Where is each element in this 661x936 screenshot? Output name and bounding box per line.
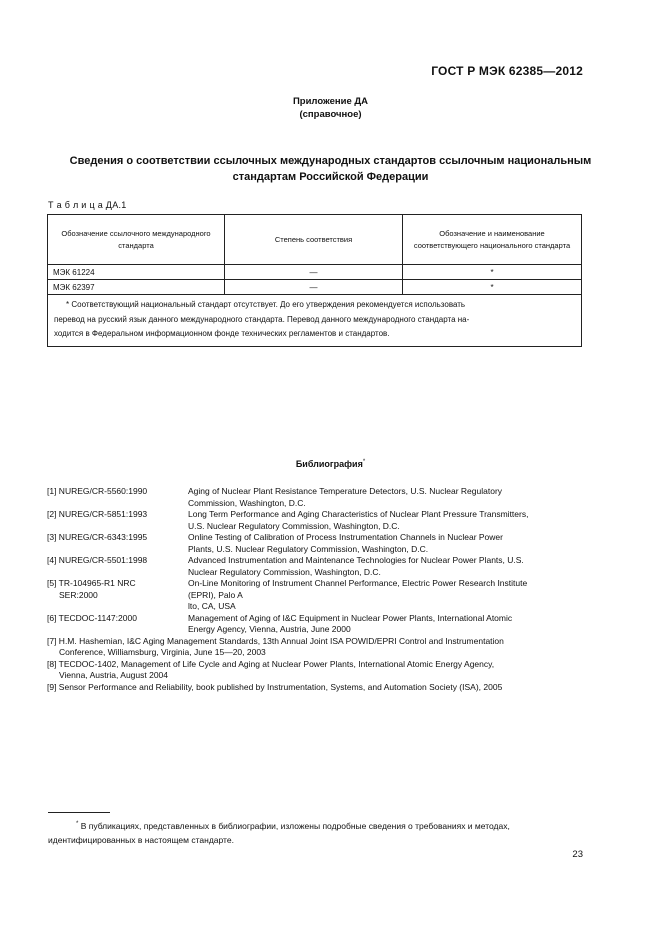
bibliography-entry	[47, 578, 583, 613]
bibliography-text-line: Conference, Williamsburg, Virginia, June 15—20, 2003	[59, 647, 266, 657]
bibliography-text-line: Management of Aging of I&C Equipment in Nuclear Power Plants, International Atomic	[188, 612, 513, 623]
bibliography-key	[47, 578, 188, 613]
table-cell: МЭК 62397	[48, 280, 225, 295]
bibliography-text-line: Aging of Nuclear Plant Resistance Temperature Detectors, U.S. Nuclear Regulatory	[188, 486, 503, 496]
main-title	[40, 153, 621, 185]
document-code: ГОСТ Р МЭК 62385—2012	[431, 64, 583, 78]
table-cell: *	[403, 280, 582, 295]
table-note-line: перевод на русский язык данного международного стандарта. Перевод данного международного стандарта на-	[54, 314, 470, 324]
table-header-cell: Степень соответствия	[225, 215, 403, 265]
table-cell: МЭК 61224	[48, 265, 225, 280]
table-note-row	[48, 295, 582, 347]
bibliography-key: [4] NUREG/CR-5501:1998	[47, 555, 148, 565]
bibliography-text-line: Advanced Instrumentation and Maintenance Technologies for Nuclear Power Plants, U.S.	[188, 555, 524, 565]
bibliography-text-line: Plants, U.S. Nuclear Regulatory Commission, Washington, D.C.	[188, 543, 429, 554]
bibliography-key: [6] TECDOC-1147:2000	[47, 612, 137, 623]
table-note-line: * Соответствующий национальный стандарт отсутствует. До его утверждения рекомендуется использовать	[66, 300, 466, 309]
correspondence-table	[47, 214, 582, 347]
table-row	[48, 265, 582, 280]
bibliography-text-line: Nuclear Regulatory Commission, Washington, D.C.	[188, 566, 381, 577]
bibliography-footnote-marker: *	[362, 459, 366, 465]
bibliography-text	[188, 486, 583, 509]
bibliography-text	[188, 532, 583, 555]
table-row	[48, 280, 582, 295]
table-cell: —	[225, 265, 403, 280]
bibliography-entry	[47, 636, 583, 659]
bibliography-entry	[47, 486, 583, 509]
table-cell: *	[403, 265, 582, 280]
bibliography-text-line: [9] Sensor Performance and Reliability, book published by Instrumentation, Systems, and Automation Society (ISA), 2005	[47, 681, 503, 692]
footnote	[48, 817, 583, 847]
bibliography-key-line: [5] TR-104965-R1 NRC	[47, 578, 136, 588]
bibliography-text-line: Long Term Performance and Aging Characteristics of Nuclear Plant Pressure Transmitters,	[188, 509, 529, 519]
bibliography-entry	[47, 509, 583, 532]
bibliography-text-line: U.S. Nuclear Regulatory Commission, Washington, D.C.	[188, 520, 400, 531]
footnote-divider	[48, 812, 110, 813]
main-title-line-2: стандартам Российской Федерации	[232, 171, 429, 183]
bibliography-title-text: Библиография	[295, 459, 363, 469]
bibliography-text-line: (EPRI), Palo A	[188, 589, 243, 600]
bibliography-text	[188, 509, 583, 532]
annex-subtitle: (справочное)	[299, 109, 362, 120]
bibliography-entry	[47, 682, 583, 694]
page-number: 23	[572, 849, 583, 860]
bibliography-text-line: lto, CA, USA	[188, 601, 236, 611]
bibliography-text	[188, 578, 583, 613]
bibliography-text-line: [8] TECDOC-1402, Management of Life Cycle and Aging at Nuclear Power Plants, International Atomic Energy Agency,	[47, 658, 495, 669]
bibliography-list	[47, 486, 583, 693]
table-header-cell: Обозначение ссылочного международного стандарта	[48, 215, 225, 265]
table-label: Т а б л и ц а ДА.1	[48, 200, 127, 210]
bibliography-entry	[47, 532, 583, 555]
footnote-line: идентифицированных в настоящем стандарте.	[48, 834, 234, 845]
bibliography-text-line: Online Testing of Calibration of Process Instrumentation Channels in Nuclear Power	[188, 532, 503, 542]
table-header-row	[48, 215, 582, 265]
footnote-marker: *	[76, 821, 79, 827]
bibliography-key: [2] NUREG/CR-5851:1993	[47, 509, 148, 519]
bibliography-text	[188, 555, 583, 578]
annex-title: Приложение ДА	[292, 96, 369, 107]
bibliography-entry	[47, 613, 583, 636]
bibliography-text-line: Energy Agency, Vienna, Austria, June 2000	[188, 624, 351, 634]
footnote-line	[48, 817, 583, 833]
bibliography-text-line: Commission, Washington, D.C.	[188, 497, 306, 508]
table-note	[48, 295, 582, 347]
table-note-line: ходится в Федеральном информационном фонде технических регламентов и стандартов.	[54, 329, 390, 338]
main-title-line-1: Сведения о соответствии ссылочных международных стандартов ссылочным национальным	[69, 155, 592, 167]
bibliography-key: [1] NUREG/CR-5560:1990	[47, 486, 148, 496]
bibliography-key: [3] NUREG/CR-6343:1995	[47, 532, 148, 542]
bibliography-text-line: [7] H.M. Hashemian, I&C Aging Management Standards, 13th Annual Joint ISA POWID/EPRI Control and Instrumentation	[47, 635, 504, 646]
bibliography-text-line: On-Line Monitoring of Instrument Channel Performance, Electric Power Research Institute	[188, 578, 528, 588]
bibliography-entry	[47, 555, 583, 578]
bibliography-text-line: Vienna, Austria, August 2004	[59, 670, 169, 680]
bibliography-text	[188, 613, 583, 636]
table-header-cell: Обозначение и наименование соответствующего национального стандарта	[403, 215, 582, 265]
bibliography-title	[0, 459, 661, 469]
table-cell: —	[225, 280, 403, 295]
bibliography-key-line: SER:2000	[59, 589, 98, 600]
bibliography-entry	[47, 659, 583, 682]
footnote-text: В публикациях, представленных в библиографии, изложены подробные сведения о требованиях и методах,	[80, 820, 510, 831]
